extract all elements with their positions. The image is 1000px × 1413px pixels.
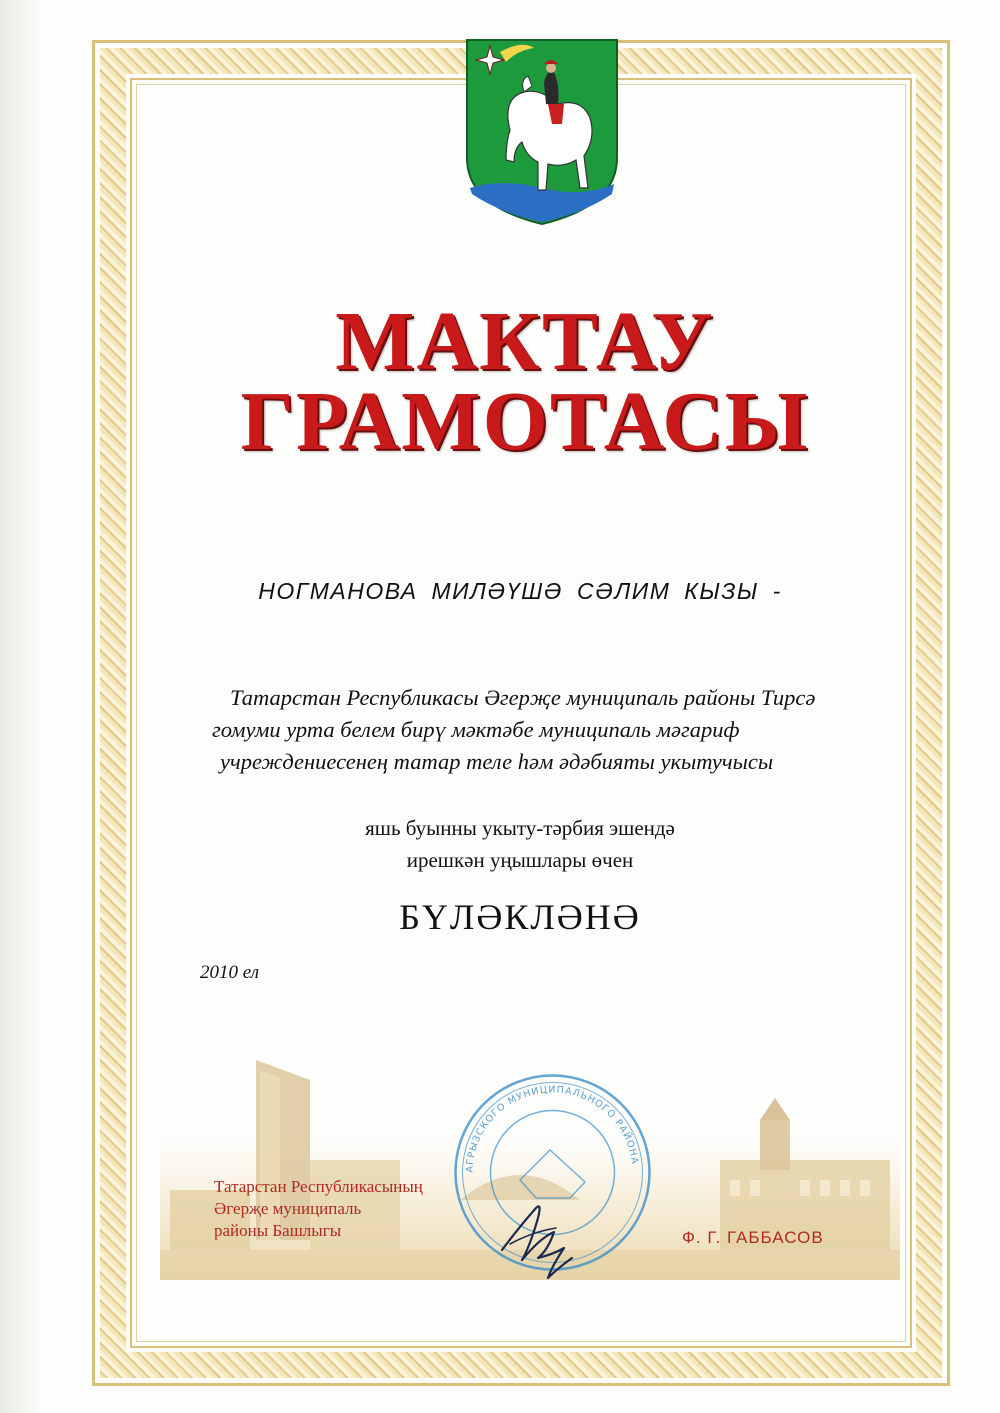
award-verb: БҮЛӘКЛӘНӘ [399,897,641,937]
award-year: 2010 ел [200,962,259,983]
recipient-name: НОГМАНОВА МИЛӘҮШӘ СӘЛИМ КЫЗЫ - [258,578,782,604]
description-line: учреждениесенең татар теле һәм әдәбияты укытучысы [220,749,774,774]
signatory-title-line: Әгерҗе муниципаль [214,1199,362,1218]
signatory-title-line: Татарстан Республикасының [214,1177,423,1196]
description-line: Татарстан Республикасы Әгерҗе муниципаль районы Тирсә [230,685,816,710]
signatory-title-line: районы Башлыгы [214,1221,342,1240]
signatory-title [214,1176,423,1242]
handwritten-signature-icon [492,1188,582,1288]
certificate-title-line2: ГРАМОТАСЫ [240,375,810,468]
reason-line: яшь буынны укыту-тәрбия эшендә [365,816,675,840]
recipient-description [190,682,910,778]
certificate-title-line1: МАКТАУ [335,295,715,388]
award-reason [150,812,890,876]
seal-text: АГРЫЗСКОГО МУНИЦИПАЛЬНОГО РАЙОНА [464,1084,641,1173]
scan-edge-strip [0,0,44,1413]
signatory-name: Ф. Г. ГАББАСОВ [682,1228,824,1247]
coat-of-arms-horseman-icon [462,38,622,228]
reason-line: ирешкән уңышлары өчен [406,848,634,872]
description-line: гомуми урта белем бирү мәктәбе муниципаль мәгариф [212,717,740,742]
